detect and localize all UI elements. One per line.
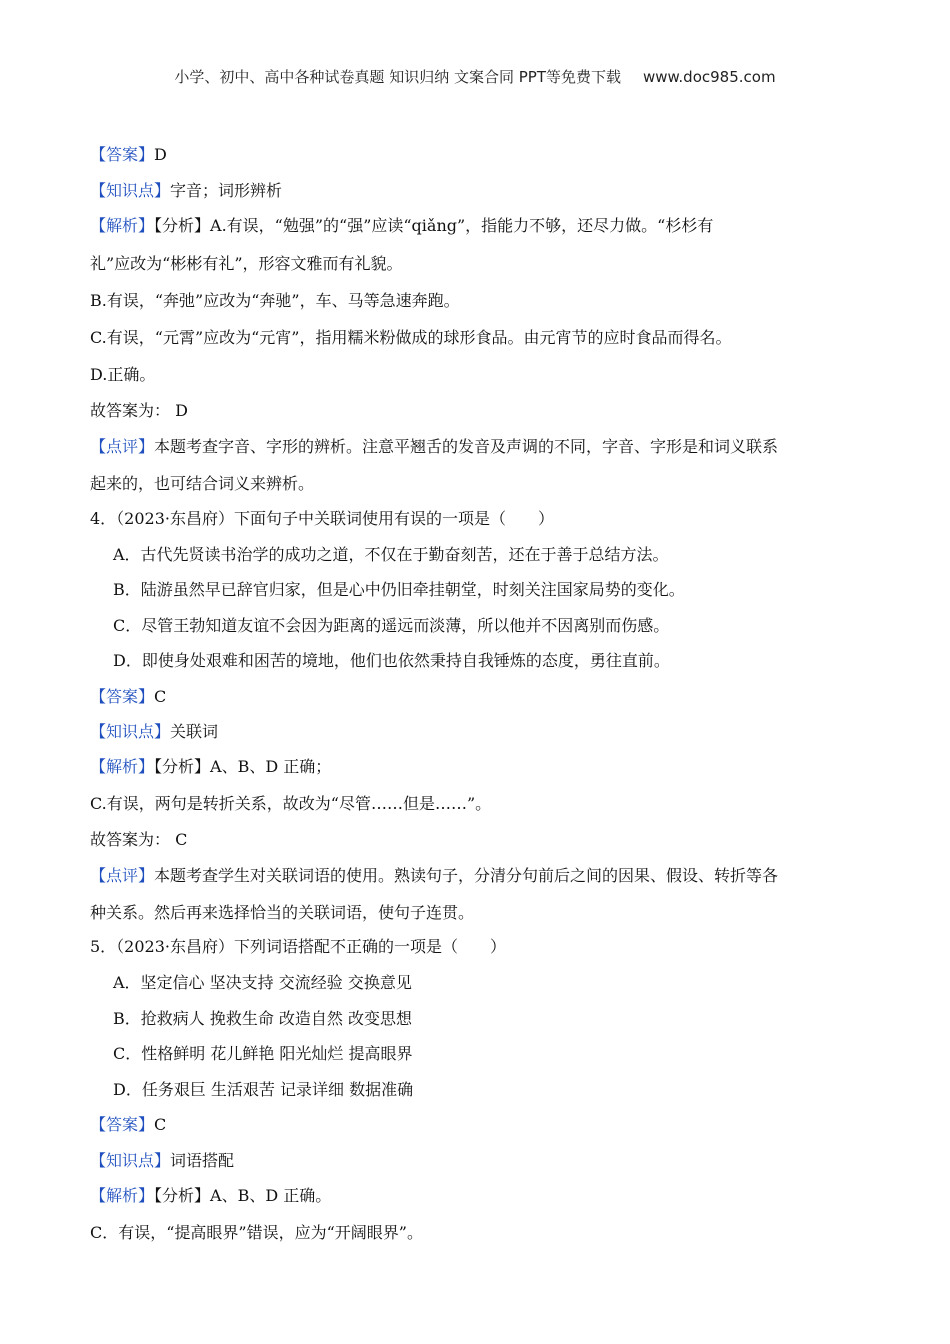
q4-stem: 4．（2023·东昌府）下面句子中关联词使用有误的一项是（ ） [90, 509, 554, 528]
q5-option-c: C．性格鲜明 花儿鲜艳 阳光灿烂 提高眼界 [113, 1044, 413, 1063]
q5-knowledge: 词语搭配 [170, 1151, 235, 1170]
review-tag: 【点评】 [90, 866, 155, 885]
q3-review-line-2: 起来的，也可结合词义来辨析。 [90, 474, 315, 493]
q4-answer-line [90, 686, 870, 708]
q4-knowledge-line [90, 721, 870, 743]
analysis-tag: 【解析】 [90, 757, 155, 776]
q3-review-1: 本题考查字音、字形的辨析。注意平翘舌的发音及声调的不同，字音、字形是和词义联系 [154, 437, 779, 456]
q3-final-answer: 故答案为： D [90, 401, 188, 420]
answer-tag: 【答案】 [90, 687, 155, 706]
q4-option-a: A．古代先贤读书治学的成功之道，不仅在于勤奋刻苦，还在于善于总结方法。 [113, 545, 669, 564]
q4-review-1: 本题考查学生对关联词语的使用。熟读句子，分清分句前后之间的因果、假设、转折等各 [154, 866, 779, 885]
q4-option-c: C．尽管王勃知道友谊不会因为距离的遥远而淡薄，所以他并不因离别而伤感。 [113, 616, 670, 635]
review-tag: 【点评】 [90, 437, 155, 456]
q5-analysis-line-1 [90, 1185, 870, 1207]
answer-tag: 【答案】 [90, 1115, 155, 1134]
q5-knowledge-line [90, 1150, 870, 1172]
q4-answer: C [154, 687, 167, 706]
q3-analysis-line-4: C.有误，“元霄”应改为“元宵”，指用糯米粉做成的球形食品。由元宵节的应时食品而得名。 [90, 328, 732, 347]
q4-analysis-line-1 [90, 756, 870, 778]
answer-tag: 【答案】 [90, 145, 155, 164]
header-site: www.doc985.com [642, 68, 776, 86]
q4-review-line-1 [90, 865, 870, 887]
q5-answer: C [154, 1115, 167, 1134]
knowledge-tag: 【知识点】 [90, 181, 171, 200]
q5-option-a: A．坚定信心 坚决支持 交流经验 交换意见 [113, 973, 412, 992]
q4-option-d: D．即使身处艰难和困苦的境地，他们也依然秉持自我锤炼的态度，勇往直前。 [113, 651, 670, 670]
q4-knowledge: 关联词 [170, 722, 219, 741]
q3-knowledge-line [90, 180, 870, 202]
q5-answer-line [90, 1114, 870, 1136]
q3-review-line-1 [90, 436, 870, 458]
q4-analysis-1: 【分析】A、B、D 正确； [154, 757, 332, 776]
header-text: 小学、初中、高中各种试卷真题 知识归纳 文案合同 PPT等免费下载 [174, 68, 621, 86]
analysis-tag: 【解析】 [90, 216, 155, 235]
q3-analysis-line-3: B.有误，“奔弛”应改为“奔驰”，车、马等急速奔跑。 [90, 291, 460, 310]
q5-option-d: D．任务艰巨 生活艰苦 记录详细 数据准确 [113, 1080, 414, 1099]
q3-answer: D [154, 145, 167, 164]
q5-analysis-line-2: C．有误，“提高眼界”错误，应为“开阔眼界”。 [90, 1223, 423, 1242]
q3-analysis-line-2: 礼”应改为“彬彬有礼”，形容文雅而有礼貌。 [90, 254, 403, 273]
q3-analysis-1: 【分析】A.有误，“勉强”的“强”应读“qiǎng”，指能力不够，还尽力做。“杉杉有 [154, 216, 714, 235]
page-header [0, 66, 950, 87]
knowledge-tag: 【知识点】 [90, 1151, 171, 1170]
q4-option-b: B．陆游虽然早已辞官归家，但是心中仍旧牵挂朝堂，时刻关注国家局势的变化。 [113, 580, 685, 599]
q3-analysis-line-1 [90, 215, 870, 237]
q4-final-answer: 故答案为： C [90, 830, 188, 849]
analysis-tag: 【解析】 [90, 1186, 155, 1205]
q5-analysis-1: 【分析】A、B、D 正确。 [154, 1186, 332, 1205]
knowledge-tag: 【知识点】 [90, 722, 171, 741]
q4-analysis-line-2: C.有误，两句是转折关系，故改为“尽管……但是……”。 [90, 794, 492, 813]
q3-knowledge: 字音；词形辨析 [170, 181, 283, 200]
q4-review-line-2: 种关系。然后再来选择恰当的关联词语，使句子连贯。 [90, 903, 475, 922]
q3-analysis-line-5: D.正确。 [90, 365, 156, 384]
q5-option-b: B．抢救病人 挽救生命 改造自然 改变思想 [113, 1009, 413, 1028]
q5-stem: 5．（2023·东昌府）下列词语搭配不正确的一项是（ ） [90, 937, 506, 956]
q3-answer-line [90, 144, 870, 166]
